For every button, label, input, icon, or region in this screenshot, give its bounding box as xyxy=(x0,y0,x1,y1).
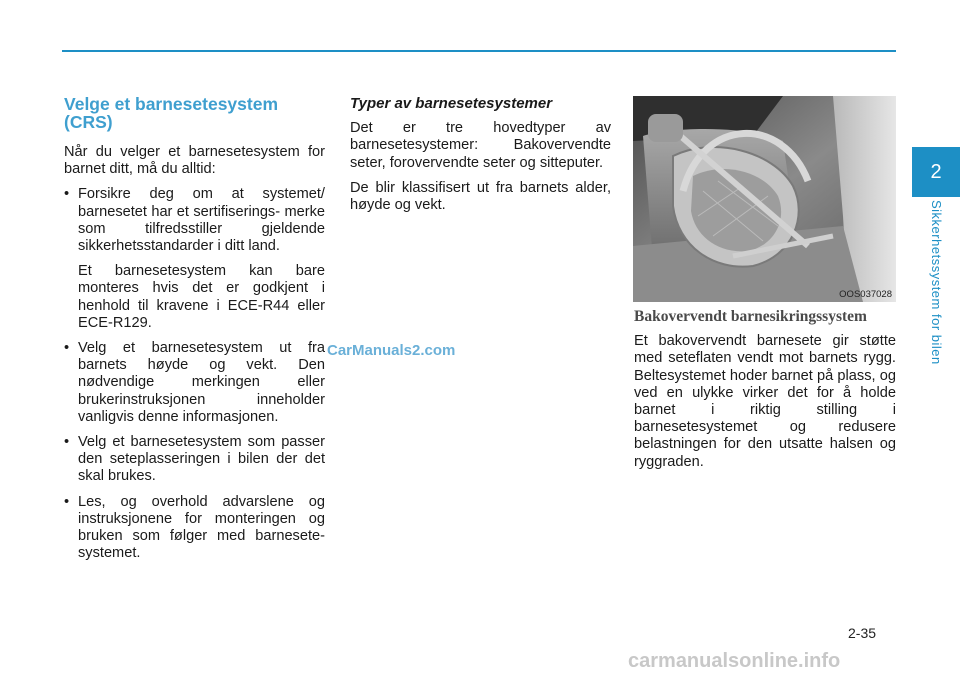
classification-paragraph: De blir klassifisert ut fra barnets alder, høyde og vekt. xyxy=(350,179,611,214)
rear-facing-paragraph: Et bakovervendt barnesete gir støtte med seteflaten vendt mot barnets rygg. Beltesystemet hoder barnet på plass, og ved en ulykke virker det for å holde barnet i riktig stilling i barnesetesystemet og redusere belastningen for den utsatte halsen og ryggraden. xyxy=(634,333,896,470)
chapter-title: Sikkerhetssystem for bilen xyxy=(929,200,944,365)
list-item-subparagraph: Et barnesetesystem kan bare monteres hvis det er godkjent i henhold til kravene i ECE-R44 eller ECE-R129. xyxy=(78,263,325,331)
rear-facing-seat-photo xyxy=(633,96,896,302)
middle-column xyxy=(350,95,611,222)
watermark-carmanuals: CarManuals2.com xyxy=(327,342,456,359)
list-item: • Les, og overhold advarslene og instruksjonene for monteringen og bruken som følger med barnesete- systemet. xyxy=(64,494,325,563)
intro-paragraph: Når du velger et barnesetesystem for barnet ditt, må du alltid: xyxy=(64,144,325,178)
page-number: 2-35 xyxy=(848,625,877,641)
list-item xyxy=(64,186,325,332)
rear-facing-heading: Bakovervendt barnesikringssystem xyxy=(634,308,867,325)
list-item-text: • Forsikre deg om at systemet/ barnesetet har et sertifiserings- merke som tilfredsstiller gjeldende sikkerhetsstandarder i ditt land. xyxy=(78,186,325,255)
left-column xyxy=(64,95,325,570)
list-item: • Velg et barnesetesystem som passer den seteplasseringen i bilen der det skal brukes. xyxy=(64,434,325,486)
section-heading: Velge et barnesetesystem (CRS) xyxy=(64,94,279,132)
requirements-list xyxy=(64,186,325,562)
types-paragraph: Det er tre hovedtyper av barnesetesystemer: Bakovervendte seter, forovervendte seter og sitteputer. xyxy=(350,120,611,171)
types-heading: Typer av barnesetesystemer xyxy=(350,95,553,112)
car-interior-illustration xyxy=(633,96,896,302)
list-item: • Velg et barnesetesystem ut fra barnets høyde og vekt. Den nødvendige merkingen eller brukerinstruksjonen inneholder vanligvis denne informasjonen. xyxy=(64,340,325,426)
image-code: OOS037028 xyxy=(839,289,892,300)
watermark-online: carmanualsonline.info xyxy=(628,650,841,672)
top-rule xyxy=(62,50,896,52)
chapter-tab: 2 xyxy=(912,147,960,197)
right-column xyxy=(634,308,896,479)
